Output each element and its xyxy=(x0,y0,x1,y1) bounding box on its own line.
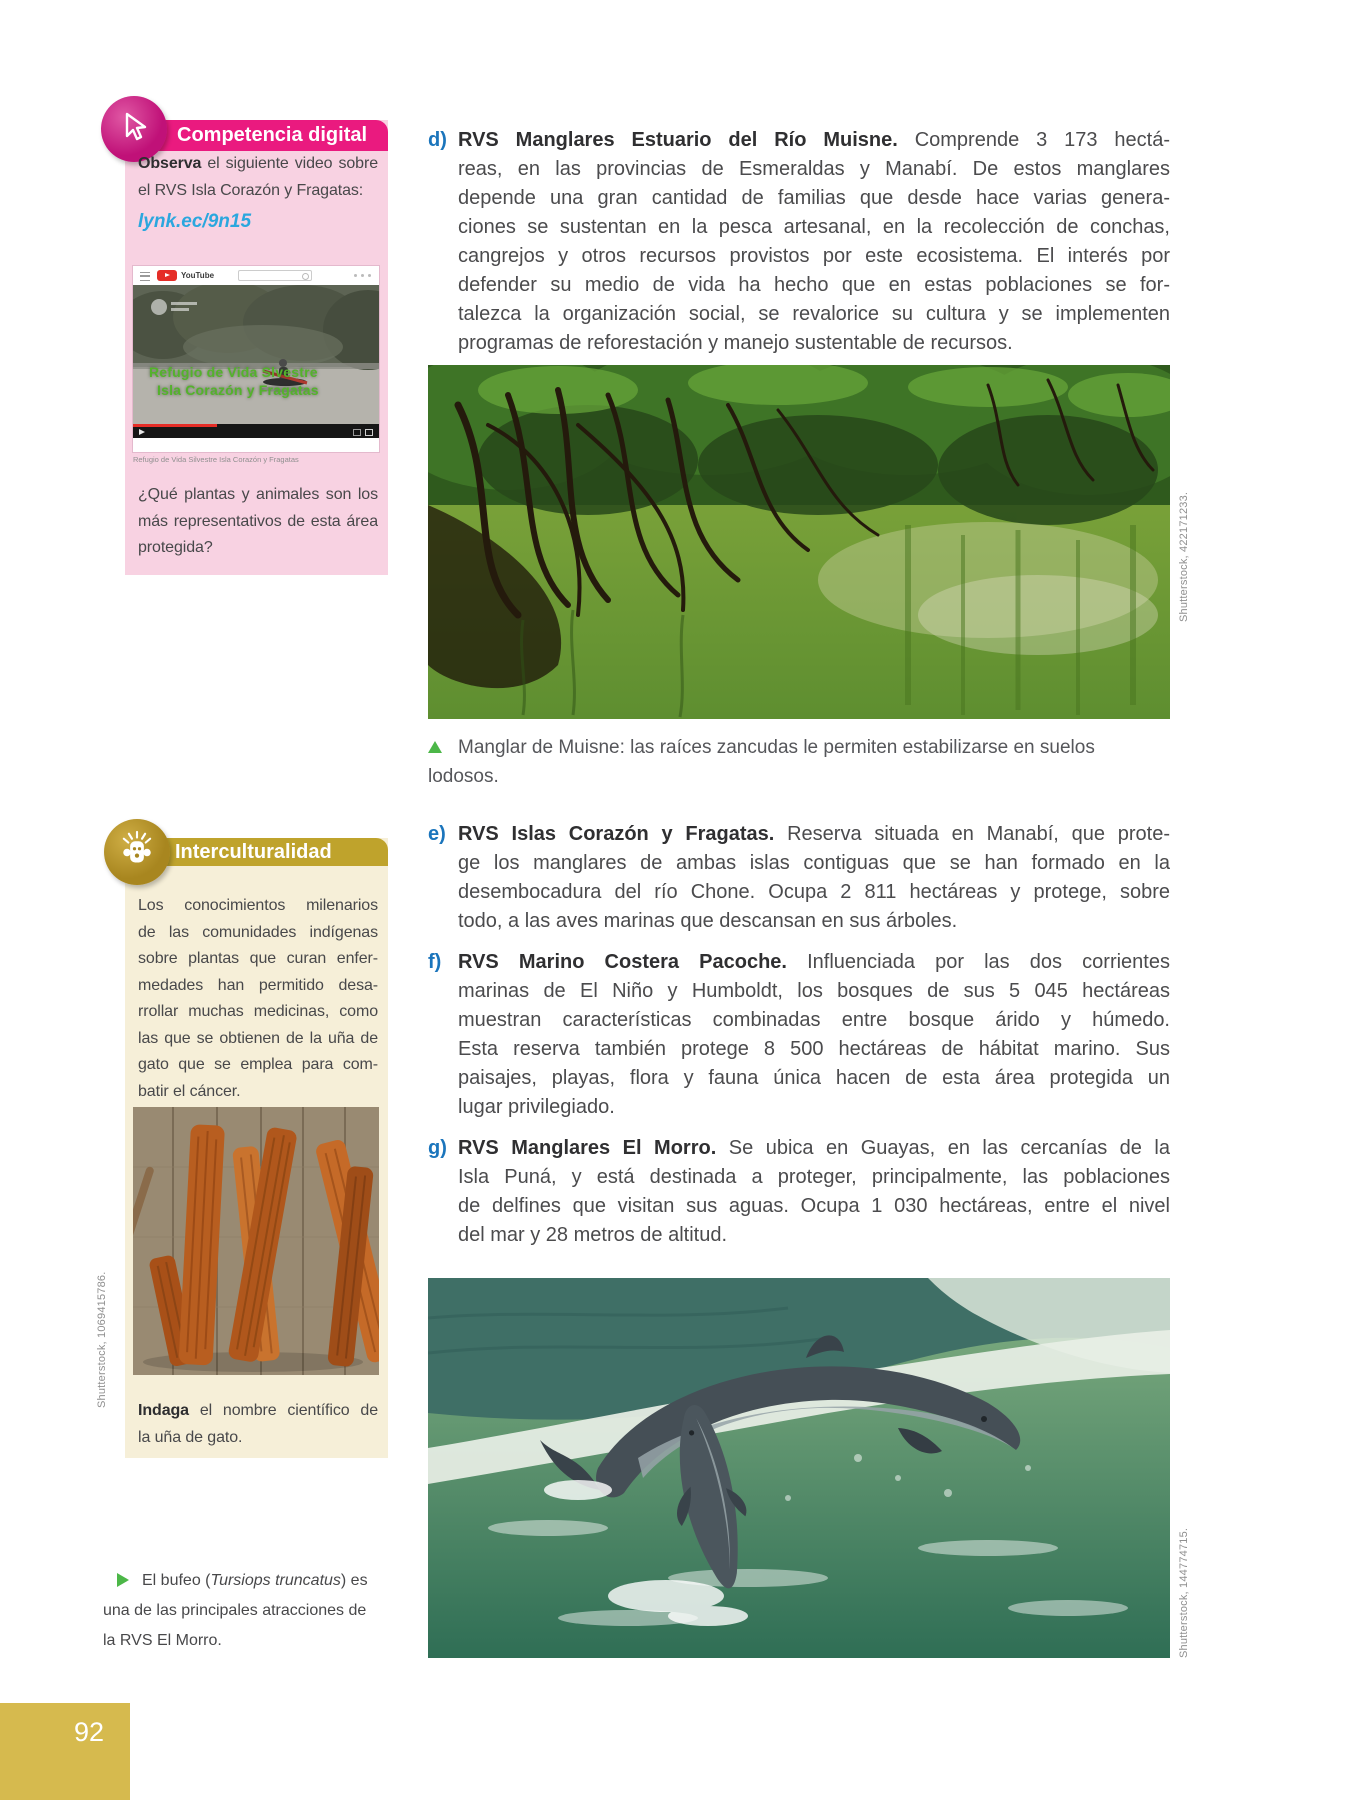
indaga-text: Indaga el nombre científico de la uña de gato. xyxy=(138,1402,378,1446)
list-label-d: d) xyxy=(428,129,447,151)
mangrove-photo-credit: Shutterstock, 422171233. xyxy=(1178,491,1190,622)
fullscreen-icon xyxy=(365,429,373,436)
list-item-g-text: RVS Manglares El Morro. Se ubica en Guayas, en las cercanías de la Isla Puná, y está destinada a proteger, principalmente, las poblaciones de delfines que visitan sus aguas. Ocupa 1 030 hectáreas, entre el nivel del mar y 28 metros de altitud. xyxy=(458,1137,1170,1246)
video-mini-caption: Refugio de Vida Silvestre Isla Corazón y Fragatas xyxy=(133,455,299,464)
competencia-digital-title: Competencia digital xyxy=(177,124,368,146)
list-item-d-text: RVS Manglares Estuario del Río Muisne. Comprende 3 173 hectá- reas, en las provincias de Esmeraldas y Manabí. De estos manglares depende una gran cantidad de familias que desde hace varias genera- ciones se sustentan en la pesca artesanal, en la recolección de conchas, cangrejos y otros recursos provistos por este ecosistema. El interés por defender su medio de vida ha hecho que en estas poblaciones se for- talezca la organización social, se revalorice su cultura y se implementen programas de reforestación y manejo sustentable de recursos. xyxy=(458,129,1170,354)
youtube-logo-icon xyxy=(157,270,177,281)
list-item-e-text: RVS Islas Corazón y Fragatas. Reserva situada en Manabí, que prote- ge los manglares de ambas islas contiguas que se han formado en la desembocadura del río Chone. Ocupa 2 811 hectáreas y protege, sobre todo, a las aves marinas que descansan en sus árboles. xyxy=(458,823,1170,932)
list-label-g: g) xyxy=(428,1137,447,1159)
una-de-gato-photo xyxy=(133,1107,379,1375)
video-title-line2: Isla Corazón y Fragatas xyxy=(157,382,319,398)
festive-mask-icon xyxy=(117,830,157,875)
video-link[interactable]: lynk.ec/9n15 xyxy=(138,211,252,232)
list-label-f: f) xyxy=(428,951,442,973)
interculturalidad-badge xyxy=(104,819,170,885)
page-number-tab xyxy=(0,1703,130,1800)
youtube-search-box xyxy=(238,270,312,281)
video-controls-bar[interactable] xyxy=(133,424,379,438)
una-photo-credit: Shutterstock, 1069415786. xyxy=(96,1271,108,1408)
youtube-chrome-bar xyxy=(133,266,379,286)
dolphin-photo-credit: Shutterstock, 144774715. xyxy=(1178,1527,1190,1658)
video-title-line1: Refugio de Vida Slvestre xyxy=(149,364,318,380)
dolphin-photo xyxy=(428,1278,1170,1658)
mangrove-caption: Manglar de Muisne: las raíces zancudas le permiten estabilizarse en suelos lodosos. xyxy=(428,737,1095,787)
list-label-e: e) xyxy=(428,823,446,845)
page-number: 92 xyxy=(73,1717,104,1747)
video-thumbnail[interactable] xyxy=(133,266,379,452)
competencia-intro-text: Observa el siguiente video sobre el RVS Isla Corazón y Fragatas: xyxy=(138,155,378,199)
interculturalidad-body-text: Los conocimientos milenarios de las comunidades indígenas sobre plantas que curan enfer- medades han permitido desa- rrollar muchas medicinas, como las que se obtienen de la uña de gato que se emplea para com- batir el cáncer. xyxy=(138,897,378,1100)
cursor-icon xyxy=(117,110,151,149)
list-item-f-text: RVS Marino Costera Pacoche. Influenciada por las dos corrientes marinas de El Niño y Humboldt, los bosques de sus 5 045 hectáreas muestran características combinadas entre bosque árido y húmedo. Esta reserva también protege 8 500 hectáreas de hábitat marino. Sus paisajes, playas, flora y fauna única hacen de esta área protegida un lugar privilegiado. xyxy=(458,951,1170,1118)
youtube-brand-label: YouTube xyxy=(181,271,215,280)
bufeo-caption: El bufeo (Tursiops truncatus) es una de las principales atracciones de la RVS El Morro. xyxy=(103,1572,368,1649)
menu-icon xyxy=(140,272,150,281)
settings-icon xyxy=(353,429,361,436)
video-scene-river-kayaker xyxy=(133,285,379,424)
youtube-apps-icon xyxy=(368,274,371,277)
competencia-question-text: ¿Qué plantas y animales son los más representativos de esta área protegida? xyxy=(138,486,378,556)
mangrove-photo xyxy=(428,365,1170,719)
interculturalidad-title: Interculturalidad xyxy=(175,841,332,863)
play-icon xyxy=(139,429,145,435)
video-progress-bar xyxy=(133,424,217,427)
